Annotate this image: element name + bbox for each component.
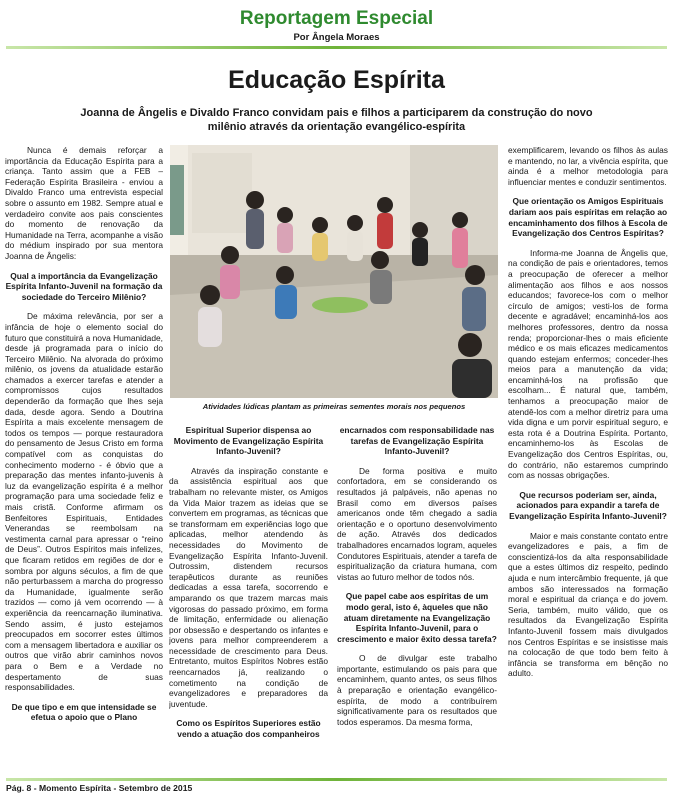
paragraph: exemplificarem, levando os filhos às aulas e mantendo, no lar, a vivência espírita, que ainda é a melhor metodologia para influenciar mentes e conduzir sentimentos. [508, 145, 668, 187]
interview-question: Que papel cabe aos espíritas de um modo geral, isto é, àqueles que não atuam diretamente na Evangelização Espírita Infanto-Juvenil, para o crescimento e maior êxito dessa tarefa? [337, 591, 497, 644]
paragraph: Através da inspiração constante e da assistência espiritual aos que trabalham no relevante mister, os Amigos da Vida Maior trazem as ideias que se convertem em programas, as técnicas que se transformam em experiências logo que aplicadas, melhor atendendo às necessidades do Movimento de Evangelização Espírita Infanto-Juvenil. Outrossim, distendem recursos terapêuticos durante as reuniões dedicadas a essa tarefa, socorrendo e amparando os que trazem marcas mais vigorosas do passado próximo, em forma de limitação, enfermidade ou alienação por obsessão e despertando os infantes e jovens para melhor compreenderem a necessidade de crescimento para Deus. Entretanto, muitos Espíritos Nobres estão reencarnados já, realizando o cometimento na condição de evangelizadores e preparadores da juventude. [169, 465, 328, 709]
interview-question: Que orientação os Amigos Espirituais dariam aos pais espíritas em relação ao encaminhamento dos filhos à Escola de Evangelização dos Centros Espíritas? [508, 196, 668, 239]
paragraph: De forma positiva e muito confortadora, em se considerando os resultados já palpáveis, não apenas no Brasil como em diversos países americanos onde têm chegado a sadia orientação e o oportuno desenvolvimento de ação. Através dos dedicados trabalhadores encarnados logram, aqueles Condutores Espirituais, atender a tarefa de espiritualização da criatura humana, com vistas ao futuro melhor de todos nós. [337, 465, 497, 582]
text-column-1 [5, 145, 163, 785]
bottom-divider [6, 778, 667, 781]
paragraph: Informa-me Joanna de Ângelis que, na condição de pais e orientadores, temos a preocupação de oferecer a melhor alimentação aos filhos e aos nossos educandos; favorece-los com o melhor círculo de amigos; vesti-los de forma decente e agradável; encaminhá-los aos melhores professores, dentro da nossa renda; proporcionar-lhes o mais eficiente médico e os mais eficazes medicamentos quando estejam enfermos; conceder-lhes meios para a manutenção da vida; encaminhá-los na profissão que escolham... É natural que, também, tenhamos a preocupação maior de atendê-los com a melhor diretriz para uma vida digna e um porvir espiritual seguro, e esta rota é a Doutrina Espírita. Portanto, encaminhemo-los às Escolas de Evangelização dos Centros Espíritas, ou, do contrário, não estaremos cumprindo com as nossas obrigações. [508, 247, 668, 481]
paragraph: O de divulgar este trabalho importante, estimulando os pais para que encaminhem, quanto antes, os seus filhos à preparação e orientação evangélico-espírita, de modo a contribuírem significativamente para os resultados que todos esperamos. Da mesma forma, [337, 653, 497, 727]
interview-question: Como os Espíritos Superiores estão vendo a atuação dos companheiros [176, 718, 321, 740]
section-kicker: Reportagem Especial [239, 8, 434, 29]
paragraph: De máxima relevância, por ser a infância de hoje o elemento social do futuro que constituirá a nova Humanidade, desde já programada para o início do Terceiro Milênio. Na alvorada do próximo milênio, os jovens da atualidade estarão chamados a exercer tarefas e atender a compromissos cujos resultados dependerão da formação que lhes seja dada, desde agora. Sendo a Doutrina Espírita a mais excelente mensagem de todos os tempos — porque restauradora do pensamento de Jesus Cristo em forma compatível com as conquistas do conhecimento moderno - é óbvio que a preparação das mentes infanto-juvenis à luz da evangelização espírita é a melhor programação para uma sociedade feliz e mais cristã. Conforme afirmam os Benfeitores Espirituais, Entidades Venerandas se reembolsam na vestimenta carnal para apressar o “reino de Deus”. Outros Espíritos mais infelizes, que ficaram retidos em regiões de dor e sombra por alguns séculos, a fim de que não perturbassem a marcha do progresso da Humanidade, igualmente serão trazidos — como já vem ocorrendo — à experiência da reencarnação iluminativa. Sendo assim, é justo estejamos preocupados em socorrer estes últimos com a mensagem libertadora e auxiliar os outros que virão abrir caminhos novos para o Bem e a Verdade no despertamento de suas responsabilidades. [5, 311, 163, 693]
article-photo [170, 145, 498, 398]
text-column-2 [169, 425, 328, 780]
interview-question: De que tipo e em que intensidade se efetua o apoio que o Plano [11, 701, 157, 723]
interview-question: Que recursos poderiam ser, ainda, acionados para expandir a tarefa de Evangelização Espírita Infanto-Juvenil? [509, 489, 667, 521]
text-column-3 [337, 425, 497, 780]
paragraph: Maior e mais constante contato entre evangelizadores e pais, a fim de conscientizá-los da alta responsabilidade que a estes últimos diz respeito, pedindo ajuda e num intercâmbio frequente, já que ambos são interessados na formação moral e espiritual da criança e do jovem. Seria, também, muito válido, que os resultados da Evangelização Espírita Infanto-Juvenil fossem mais divulgados nos Centros Espíritas e se insistisse mais na colocação de que todo bem feito à infância se transforma em bênção no adulto. [508, 530, 668, 679]
interview-question: Qual a importância da Evangelização Espírita Infanto-Juvenil na formação da sociedade do Terceiro Milênio? [5, 270, 163, 302]
interview-question: Espiritual Superior dispensa ao Movimento de Evangelização Espírita Infanto-Juvenil? [173, 425, 324, 457]
interview-question: encarnados com responsabilidade nas tarefas de Evangelização Espírita Infanto-Juvenil? [339, 425, 495, 457]
children-activity-illustration [170, 145, 498, 398]
paragraph: Nunca é demais reforçar a importância da Educação Espírita para a criança. Tanto assim que a FEB – Federação Espírita Brasileira - enviou a Divaldo Franco uma entrevista especial sobre o assunto em 1982. Sempre atual e verdadeiro convite aos pais conscientes do momento de renovação da Humanidade na Terra, acompanhe a visão do médium inspirado por sua mentora Joanna de Ângelis: [5, 145, 163, 261]
top-divider [6, 46, 667, 49]
article-deck: Joanna de Ângelis e Divaldo Franco convidam pais e filhos a participarem da construção do novo milênio através da orientação evangélico-espírita [80, 107, 593, 133]
article-title: Educação Espírita [228, 66, 445, 94]
page-footer: Pág. 8 - Momento Espírita - Setembro de 2015 [6, 783, 193, 793]
photo-caption: Atividades lúdicas plantam as primeiras sementes morais nos pequenos [202, 402, 466, 411]
byline: Por Ângela Moraes [293, 32, 380, 43]
text-column-4 [508, 145, 668, 777]
